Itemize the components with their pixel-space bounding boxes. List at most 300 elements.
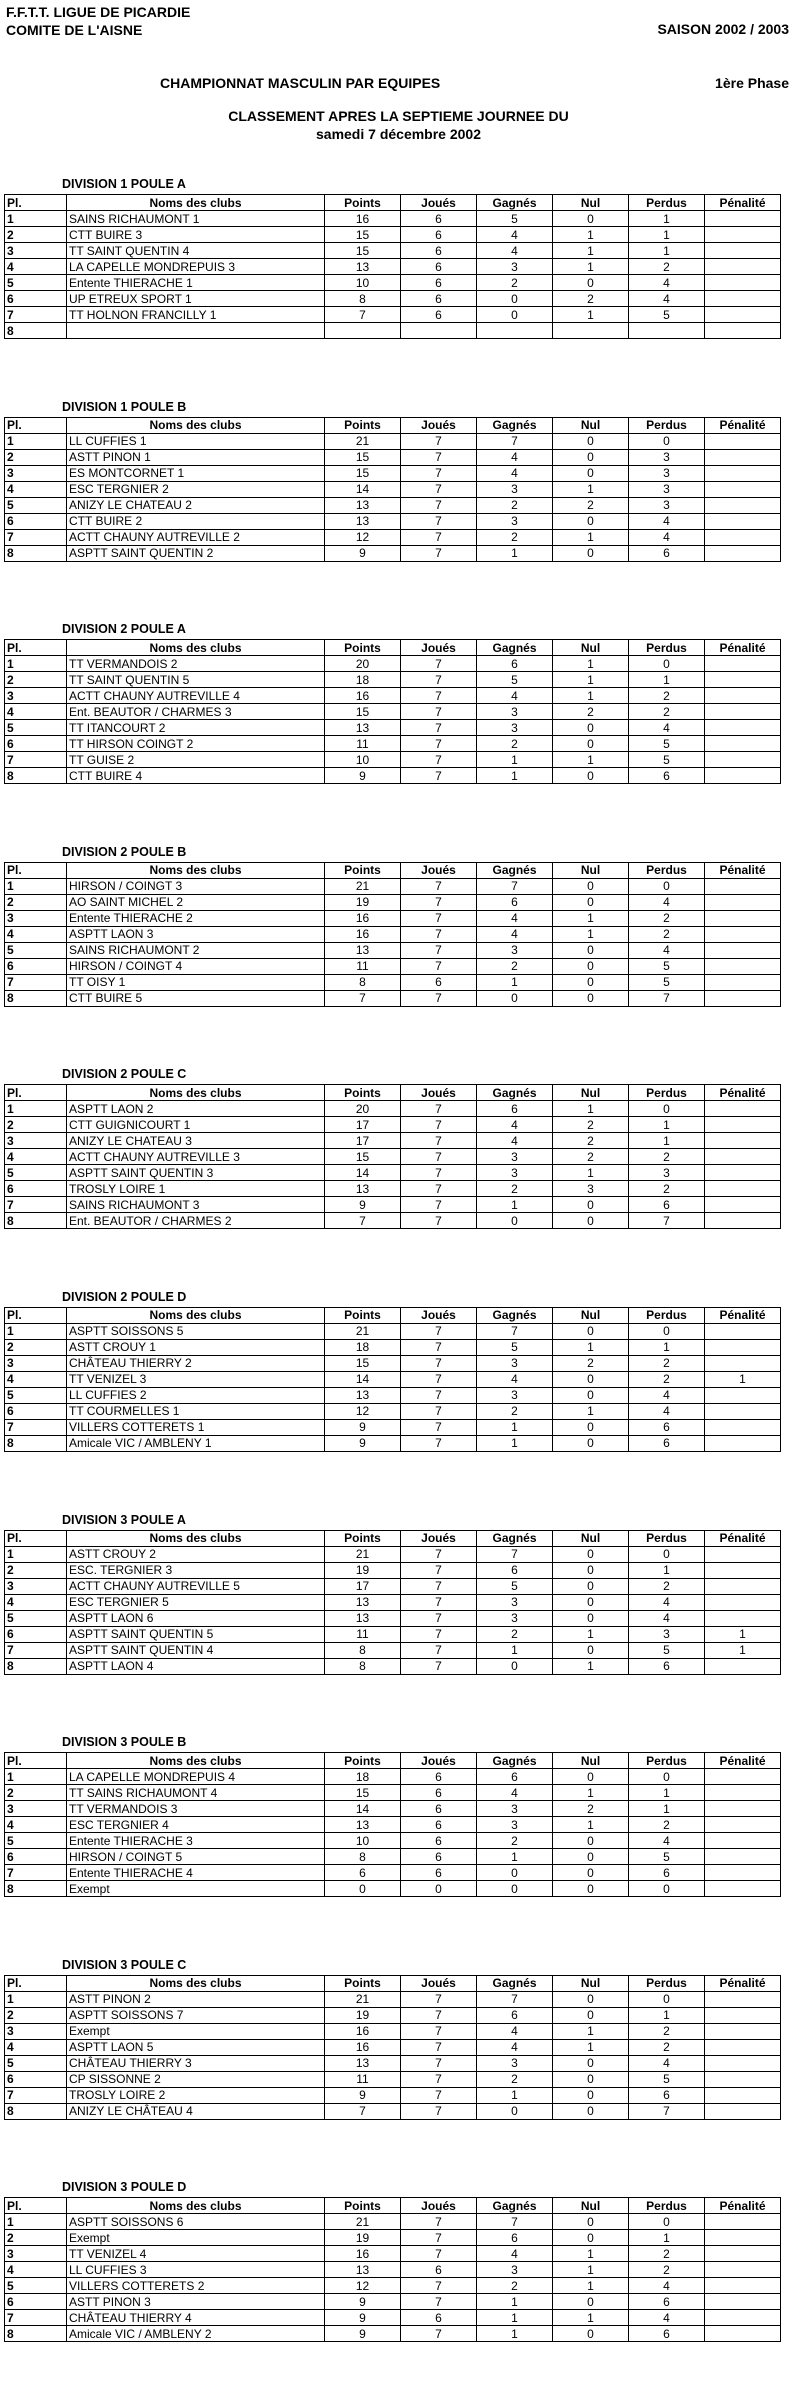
cell-col-pl: 1 (5, 1101, 67, 1117)
cell-col-pl: 5 (5, 1387, 67, 1403)
division-section (0, 1289, 797, 1512)
table-row (5, 990, 781, 1006)
cell-col-won: 1 (477, 2087, 553, 2103)
cell-col-points: 13 (325, 1817, 401, 1833)
cell-col-draw: 1 (553, 672, 629, 688)
cell-col-points: 19 (325, 894, 401, 910)
cell-col-played: 7 (401, 656, 477, 672)
cell-col-penalty (705, 1769, 781, 1785)
header-col-lost: Perdus (629, 1753, 705, 1769)
cell-col-pl: 6 (5, 513, 67, 529)
cell-col-club: ACTT CHAUNY AUTREVILLE 3 (67, 1149, 325, 1165)
cell-col-played: 7 (401, 1323, 477, 1339)
cell-col-penalty (705, 1658, 781, 1674)
division-section (0, 176, 797, 399)
cell-col-won: 6 (477, 2007, 553, 2023)
division-section (0, 2179, 797, 2402)
table-row (5, 974, 781, 990)
header-col-lost: Perdus (629, 1530, 705, 1546)
table-row (5, 1387, 781, 1403)
cell-col-draw: 0 (553, 1610, 629, 1626)
cell-col-pl: 3 (5, 2246, 67, 2262)
cell-col-played: 7 (401, 768, 477, 784)
header-col-played: Joués (401, 2198, 477, 2214)
cell-col-draw: 0 (553, 990, 629, 1006)
cell-col-played: 7 (401, 878, 477, 894)
cell-col-points: 19 (325, 2230, 401, 2246)
cell-col-draw: 0 (553, 2326, 629, 2342)
cell-col-pl: 7 (5, 307, 67, 323)
table-row (5, 1165, 781, 1181)
cell-col-penalty (705, 2214, 781, 2230)
cell-col-pl: 3 (5, 2023, 67, 2039)
cell-col-points: 9 (325, 2326, 401, 2342)
table-header-row (5, 417, 781, 433)
cell-col-points: 17 (325, 1117, 401, 1133)
cell-col-draw: 1 (553, 2262, 629, 2278)
cell-col-club: LA CAPELLE MONDREPUIS 4 (67, 1769, 325, 1785)
cell-col-points: 11 (325, 736, 401, 752)
cell-col-club: LL CUFFIES 3 (67, 2262, 325, 2278)
cell-col-points: 13 (325, 720, 401, 736)
cell-col-club: UP ETREUX SPORT 1 (67, 291, 325, 307)
cell-col-pl: 3 (5, 688, 67, 704)
table-row (5, 1578, 781, 1594)
cell-col-penalty (705, 227, 781, 243)
table-row (5, 1991, 781, 2007)
cell-col-draw: 0 (553, 958, 629, 974)
cell-col-won: 3 (477, 1149, 553, 1165)
cell-col-draw: 0 (553, 1578, 629, 1594)
cell-col-won: 7 (477, 878, 553, 894)
cell-col-club: Entente THIERACHE 3 (67, 1833, 325, 1849)
cell-col-lost: 2 (629, 688, 705, 704)
cell-col-won: 3 (477, 1801, 553, 1817)
cell-col-pl: 8 (5, 1881, 67, 1897)
header-col-draw: Nul (553, 1753, 629, 1769)
cell-col-won: 3 (477, 1165, 553, 1181)
header-col-club: Noms des clubs (67, 1307, 325, 1323)
cell-col-lost: 3 (629, 465, 705, 481)
cell-col-draw (553, 323, 629, 339)
cell-col-points: 9 (325, 2310, 401, 2326)
header-col-played: Joués (401, 195, 477, 211)
table-row (5, 958, 781, 974)
cell-col-club: CP SISSONNE 2 (67, 2071, 325, 2087)
header-col-draw: Nul (553, 1085, 629, 1101)
cell-col-club: CHÂTEAU THIERRY 3 (67, 2055, 325, 2071)
table-row (5, 910, 781, 926)
cell-col-draw: 2 (553, 1117, 629, 1133)
cell-col-penalty (705, 1849, 781, 1865)
cell-col-pl: 2 (5, 449, 67, 465)
cell-col-penalty (705, 2326, 781, 2342)
cell-col-won: 4 (477, 2039, 553, 2055)
cell-col-points: 12 (325, 1403, 401, 1419)
cell-col-pl: 3 (5, 1801, 67, 1817)
header-col-draw: Nul (553, 2198, 629, 2214)
cell-col-lost: 6 (629, 1419, 705, 1435)
cell-col-draw: 0 (553, 720, 629, 736)
header-col-lost: Perdus (629, 417, 705, 433)
cell-col-club: SAINS RICHAUMONT 3 (67, 1197, 325, 1213)
cell-col-points: 16 (325, 926, 401, 942)
cell-col-pl: 2 (5, 1339, 67, 1355)
cell-col-club: TROSLY LOIRE 2 (67, 2087, 325, 2103)
division-title: DIVISION 3 POULE D (62, 2180, 187, 2195)
cell-col-played: 6 (401, 1833, 477, 1849)
table-row (5, 1546, 781, 1562)
header-col-points: Points (325, 1753, 401, 1769)
cell-col-pl: 5 (5, 497, 67, 513)
division-title: DIVISION 2 POULE B (62, 844, 187, 859)
cell-col-lost: 2 (629, 704, 705, 720)
cell-col-played: 7 (401, 1610, 477, 1626)
cell-col-played: 7 (401, 2214, 477, 2230)
cell-col-club: TT GUISE 2 (67, 752, 325, 768)
header-col-played: Joués (401, 1085, 477, 1101)
cell-col-points: 13 (325, 259, 401, 275)
cell-col-won: 2 (477, 1181, 553, 1197)
cell-col-won: 1 (477, 974, 553, 990)
table-row (5, 656, 781, 672)
cell-col-draw: 1 (553, 752, 629, 768)
ranking-table (4, 2197, 781, 2342)
cell-col-draw: 1 (553, 1817, 629, 1833)
cell-col-draw: 2 (553, 1149, 629, 1165)
division-section (0, 1957, 797, 2180)
cell-col-pl: 5 (5, 942, 67, 958)
table-row (5, 1642, 781, 1658)
cell-col-points: 13 (325, 2055, 401, 2071)
cell-col-draw: 1 (553, 307, 629, 323)
header-col-won: Gagnés (477, 2198, 553, 2214)
cell-col-won: 1 (477, 1849, 553, 1865)
table-row (5, 926, 781, 942)
cell-col-penalty (705, 1355, 781, 1371)
header-col-won: Gagnés (477, 1753, 553, 1769)
cell-col-club: CTT BUIRE 2 (67, 513, 325, 529)
cell-col-won: 0 (477, 291, 553, 307)
cell-col-pl: 2 (5, 1785, 67, 1801)
cell-col-pl: 3 (5, 465, 67, 481)
cell-col-penalty (705, 497, 781, 513)
cell-col-club: Exempt (67, 2023, 325, 2039)
cell-col-penalty (705, 688, 781, 704)
cell-col-pl: 8 (5, 1435, 67, 1451)
cell-col-penalty (705, 243, 781, 259)
cell-col-lost: 6 (629, 768, 705, 784)
table-row (5, 2246, 781, 2262)
cell-col-pl: 5 (5, 275, 67, 291)
cell-col-points: 9 (325, 768, 401, 784)
cell-col-pl: 6 (5, 291, 67, 307)
header-col-draw: Nul (553, 417, 629, 433)
cell-col-played: 7 (401, 1101, 477, 1117)
cell-col-won: 1 (477, 768, 553, 784)
cell-col-played: 0 (401, 1881, 477, 1897)
cell-col-played: 7 (401, 1546, 477, 1562)
cell-col-played: 7 (401, 926, 477, 942)
table-row (5, 2230, 781, 2246)
cell-col-pl: 2 (5, 894, 67, 910)
cell-col-won: 1 (477, 2310, 553, 2326)
cell-col-played: 7 (401, 1213, 477, 1229)
cell-col-played: 7 (401, 1339, 477, 1355)
division-title: DIVISION 2 POULE D (62, 1289, 187, 1304)
table-row (5, 1419, 781, 1435)
cell-col-won: 3 (477, 1594, 553, 1610)
cell-col-points: 12 (325, 529, 401, 545)
cell-col-won: 0 (477, 1865, 553, 1881)
cell-col-lost: 1 (629, 1339, 705, 1355)
ranking-table (4, 1307, 781, 1452)
cell-col-lost: 2 (629, 1371, 705, 1387)
cell-col-lost: 6 (629, 545, 705, 561)
cell-col-pl: 4 (5, 2262, 67, 2278)
cell-col-pl: 1 (5, 656, 67, 672)
ranking-table (4, 417, 781, 562)
cell-col-pl: 2 (5, 227, 67, 243)
cell-col-penalty (705, 481, 781, 497)
cell-col-points: 21 (325, 1546, 401, 1562)
cell-col-played: 7 (401, 1355, 477, 1371)
division-title: DIVISION 2 POULE C (62, 1067, 187, 1082)
cell-col-won: 7 (477, 1991, 553, 2007)
cell-col-pl: 4 (5, 704, 67, 720)
table-row (5, 465, 781, 481)
header-col-lost: Perdus (629, 640, 705, 656)
table-row (5, 1610, 781, 1626)
cell-col-played: 7 (401, 2230, 477, 2246)
cell-col-penalty (705, 211, 781, 227)
cell-col-penalty (705, 1323, 781, 1339)
cell-col-played: 7 (401, 1371, 477, 1387)
cell-col-won: 3 (477, 481, 553, 497)
cell-col-points: 21 (325, 2214, 401, 2230)
table-row (5, 2071, 781, 2087)
cell-col-won: 5 (477, 1578, 553, 1594)
cell-col-club: LA CAPELLE MONDREPUIS 3 (67, 259, 325, 275)
cell-col-pl: 3 (5, 1578, 67, 1594)
cell-col-pl: 6 (5, 1849, 67, 1865)
cell-col-points: 10 (325, 275, 401, 291)
cell-col-pl: 1 (5, 1991, 67, 2007)
cell-col-club: ACTT CHAUNY AUTREVILLE 4 (67, 688, 325, 704)
cell-col-pl: 1 (5, 2214, 67, 2230)
header-col-pl: Pl. (5, 1307, 67, 1323)
cell-col-draw: 0 (553, 974, 629, 990)
division-title: DIVISION 3 POULE C (62, 1957, 187, 1972)
cell-col-lost: 2 (629, 259, 705, 275)
table-header-row (5, 1753, 781, 1769)
cell-col-won: 4 (477, 926, 553, 942)
cell-col-played: 7 (401, 704, 477, 720)
cell-col-points: 18 (325, 1339, 401, 1355)
cell-col-played: 7 (401, 513, 477, 529)
cell-col-won: 7 (477, 433, 553, 449)
cell-col-won: 1 (477, 1435, 553, 1451)
cell-col-club: CTT BUIRE 5 (67, 990, 325, 1006)
header-col-draw: Nul (553, 1530, 629, 1546)
ranking-title: CLASSEMENT APRES LA SEPTIEME JOURNEE DU (228, 108, 569, 124)
cell-col-points: 15 (325, 227, 401, 243)
table-row (5, 291, 781, 307)
cell-col-pl: 8 (5, 1213, 67, 1229)
cell-col-draw: 0 (553, 1435, 629, 1451)
cell-col-draw: 0 (553, 878, 629, 894)
table-row (5, 736, 781, 752)
cell-col-penalty (705, 704, 781, 720)
cell-col-penalty (705, 2023, 781, 2039)
cell-col-draw: 0 (553, 211, 629, 227)
cell-col-draw: 0 (553, 1991, 629, 2007)
cell-col-penalty (705, 768, 781, 784)
cell-col-points: 13 (325, 497, 401, 513)
cell-col-penalty (705, 1101, 781, 1117)
committee-name: COMITE DE L'AISNE (6, 22, 143, 38)
cell-col-pl: 6 (5, 958, 67, 974)
cell-col-club: HIRSON / COINGT 5 (67, 1849, 325, 1865)
cell-col-club: TT HIRSON COINGT 2 (67, 736, 325, 752)
cell-col-pl: 7 (5, 529, 67, 545)
cell-col-penalty (705, 2039, 781, 2055)
cell-col-draw: 1 (553, 2023, 629, 2039)
header-col-won: Gagnés (477, 1085, 553, 1101)
cell-col-club: ASPTT SAINT QUENTIN 2 (67, 545, 325, 561)
cell-col-club: LL CUFFIES 1 (67, 433, 325, 449)
cell-col-points: 19 (325, 1562, 401, 1578)
division-title: DIVISION 3 POULE A (62, 1512, 186, 1527)
cell-col-penalty (705, 1419, 781, 1435)
championship-title: CHAMPIONNAT MASCULIN PAR EQUIPES (160, 75, 441, 91)
cell-col-lost: 1 (629, 1801, 705, 1817)
table-row (5, 1181, 781, 1197)
table-row (5, 2294, 781, 2310)
header-col-club: Noms des clubs (67, 2198, 325, 2214)
header-col-pl: Pl. (5, 862, 67, 878)
divisions-container (0, 176, 797, 2402)
cell-col-club: Entente THIERACHE 4 (67, 1865, 325, 1881)
cell-col-penalty (705, 513, 781, 529)
table-row (5, 2023, 781, 2039)
header-col-lost: Perdus (629, 1307, 705, 1323)
table-row (5, 2326, 781, 2342)
division-section (0, 1734, 797, 1957)
cell-col-club: TT VENIZEL 4 (67, 2246, 325, 2262)
cell-col-played: 7 (401, 465, 477, 481)
cell-col-draw: 2 (553, 291, 629, 307)
cell-col-points: 13 (325, 2262, 401, 2278)
cell-col-pl: 5 (5, 2278, 67, 2294)
cell-col-draw: 1 (553, 2278, 629, 2294)
cell-col-lost: 5 (629, 1642, 705, 1658)
cell-col-won: 1 (477, 1419, 553, 1435)
cell-col-draw: 0 (553, 942, 629, 958)
cell-col-club: ANIZY LE CHATEAU 3 (67, 1133, 325, 1149)
cell-col-lost: 1 (629, 211, 705, 227)
cell-col-won: 1 (477, 1642, 553, 1658)
cell-col-lost: 0 (629, 1546, 705, 1562)
cell-col-lost: 6 (629, 1435, 705, 1451)
cell-col-club: SAINS RICHAUMONT 2 (67, 942, 325, 958)
cell-col-lost: 5 (629, 1849, 705, 1865)
cell-col-pl: 7 (5, 2310, 67, 2326)
cell-col-penalty (705, 672, 781, 688)
cell-col-draw: 0 (553, 1419, 629, 1435)
cell-col-won: 1 (477, 545, 553, 561)
cell-col-penalty (705, 307, 781, 323)
cell-col-club: ASPTT SOISSONS 6 (67, 2214, 325, 2230)
cell-col-won: 0 (477, 990, 553, 1006)
cell-col-penalty (705, 2278, 781, 2294)
division-title: DIVISION 1 POULE A (62, 177, 186, 191)
cell-col-points: 9 (325, 2294, 401, 2310)
cell-col-penalty (705, 1165, 781, 1181)
table-row (5, 433, 781, 449)
cell-col-won: 6 (477, 1101, 553, 1117)
cell-col-won: 3 (477, 513, 553, 529)
cell-col-penalty (705, 1339, 781, 1355)
cell-col-lost: 4 (629, 942, 705, 958)
cell-col-lost: 2 (629, 1578, 705, 1594)
cell-col-points: 7 (325, 2103, 401, 2119)
cell-col-draw: 0 (553, 2055, 629, 2071)
cell-col-draw: 1 (553, 529, 629, 545)
cell-col-played: 7 (401, 736, 477, 752)
cell-col-penalty (705, 942, 781, 958)
cell-col-pl: 8 (5, 2326, 67, 2342)
header-col-pl: Pl. (5, 417, 67, 433)
cell-col-penalty (705, 2071, 781, 2087)
cell-col-lost: 5 (629, 2071, 705, 2087)
cell-col-lost: 5 (629, 974, 705, 990)
cell-col-lost: 1 (629, 227, 705, 243)
cell-col-penalty (705, 2246, 781, 2262)
cell-col-lost: 0 (629, 1101, 705, 1117)
cell-col-lost: 6 (629, 1658, 705, 1674)
cell-col-pl: 4 (5, 2039, 67, 2055)
header-col-draw: Nul (553, 1307, 629, 1323)
cell-col-won: 3 (477, 2262, 553, 2278)
table-row (5, 243, 781, 259)
table-row (5, 1133, 781, 1149)
cell-col-played: 7 (401, 2103, 477, 2119)
cell-col-club: ESC TERGNIER 5 (67, 1594, 325, 1610)
cell-col-lost: 0 (629, 1323, 705, 1339)
cell-col-points: 11 (325, 958, 401, 974)
cell-col-penalty (705, 974, 781, 990)
header-col-played: Joués (401, 640, 477, 656)
cell-col-points (325, 323, 401, 339)
cell-col-pl: 3 (5, 1355, 67, 1371)
cell-col-draw: 1 (553, 243, 629, 259)
cell-col-pl: 8 (5, 323, 67, 339)
cell-col-penalty (705, 2262, 781, 2278)
cell-col-won: 2 (477, 1833, 553, 1849)
cell-col-played: 6 (401, 291, 477, 307)
cell-col-lost: 5 (629, 307, 705, 323)
cell-col-pl: 1 (5, 878, 67, 894)
cell-col-played: 7 (401, 2278, 477, 2294)
cell-col-lost: 1 (629, 1133, 705, 1149)
cell-col-points: 20 (325, 1101, 401, 1117)
header-col-club: Noms des clubs (67, 640, 325, 656)
cell-col-lost: 1 (629, 2230, 705, 2246)
cell-col-pl: 7 (5, 1642, 67, 1658)
cell-col-penalty (705, 656, 781, 672)
cell-col-penalty (705, 720, 781, 736)
